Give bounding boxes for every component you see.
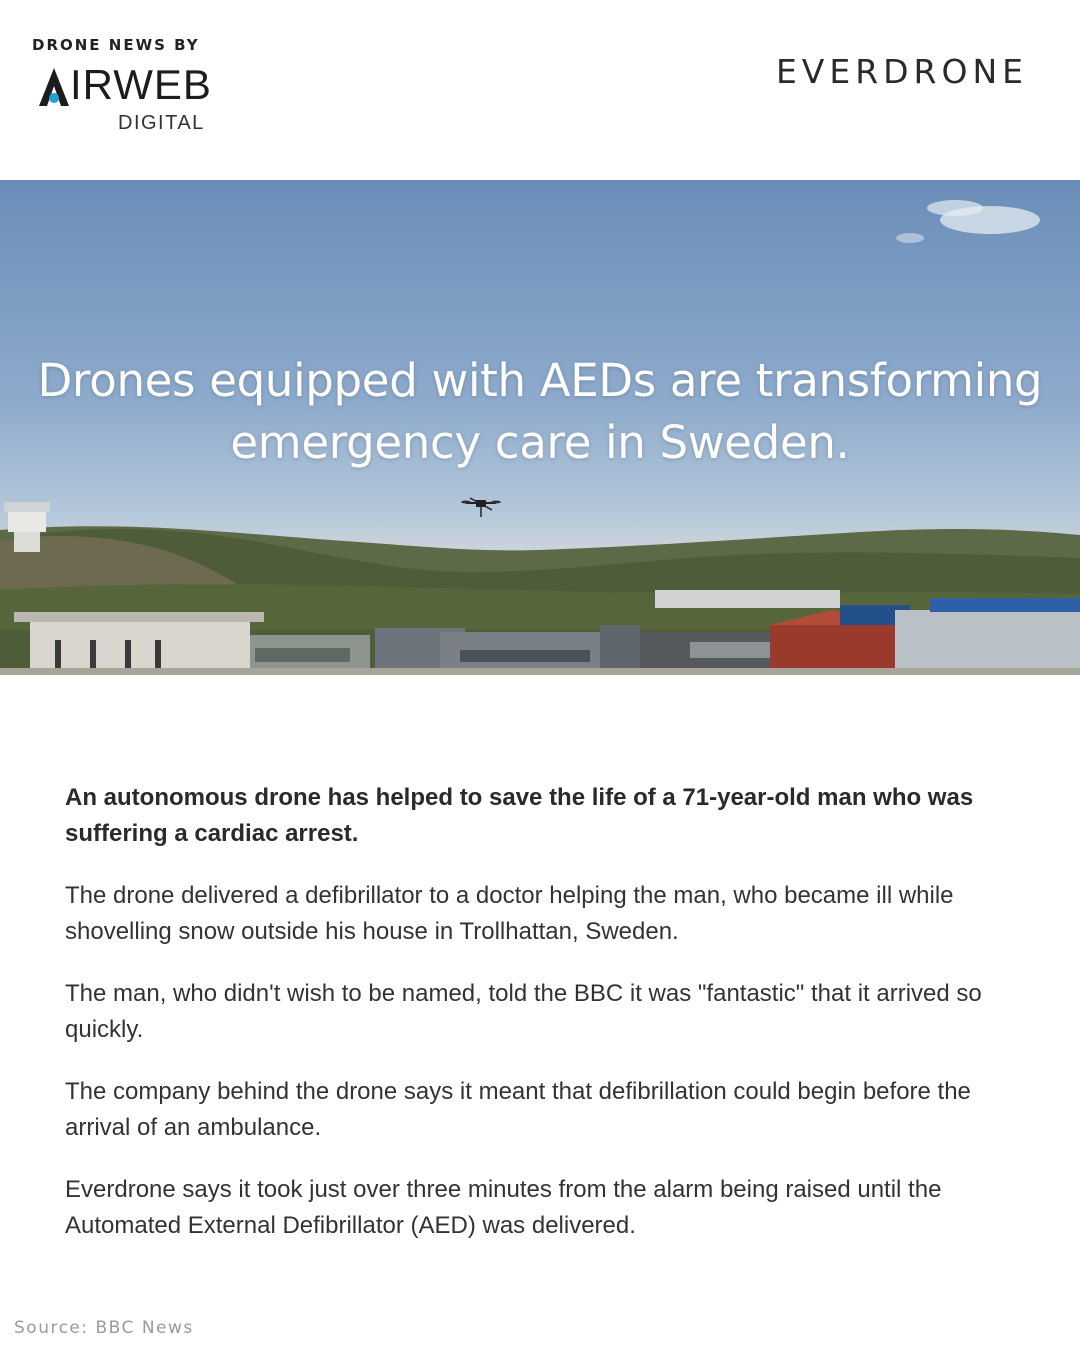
- article-paragraph: The man, who didn't wish to be named, told the BBC it was "fantastic" that it arrived so quickly.: [65, 980, 982, 1043]
- header: [0, 0, 1080, 180]
- article-lead: An autonomous drone has helped to save the life of a 71-year-old man who was suffering a cardiac arrest.: [65, 784, 974, 847]
- hero-image: [0, 180, 1080, 675]
- hero-title-line-2: emergency care in Sweden.: [230, 416, 850, 469]
- hero-title: [0, 350, 1080, 474]
- article-paragraph: The company behind the drone says it meant that defibrillation could begin before the arrival of an ambulance.: [65, 1078, 971, 1141]
- airweb-logo: [36, 61, 216, 142]
- drone-icon: [461, 498, 501, 517]
- article-body: [65, 780, 1025, 1270]
- hero-title-line-1: Drones equipped with AEDs are transforming: [37, 354, 1043, 407]
- everdrone-logo: EVERDRONE: [775, 52, 1028, 91]
- source-credit: Source: BBC News: [14, 1318, 194, 1338]
- article-paragraph: Everdrone says it took just over three minutes from the alarm being raised until the Automated External Defibrillator (AED) was delivered.: [65, 1176, 942, 1239]
- airweb-digital-label: DIGITAL: [118, 112, 205, 134]
- airweb-wordmark: IRWEB: [70, 61, 212, 108]
- drone-news-by-label: DRONE NEWS BY: [32, 36, 200, 54]
- article-paragraph: The drone delivered a defibrillator to a doctor helping the man, who became ill while shovelling snow outside his house in Trollhattan, Sweden.: [65, 882, 954, 945]
- airweb-a-icon: [36, 66, 72, 108]
